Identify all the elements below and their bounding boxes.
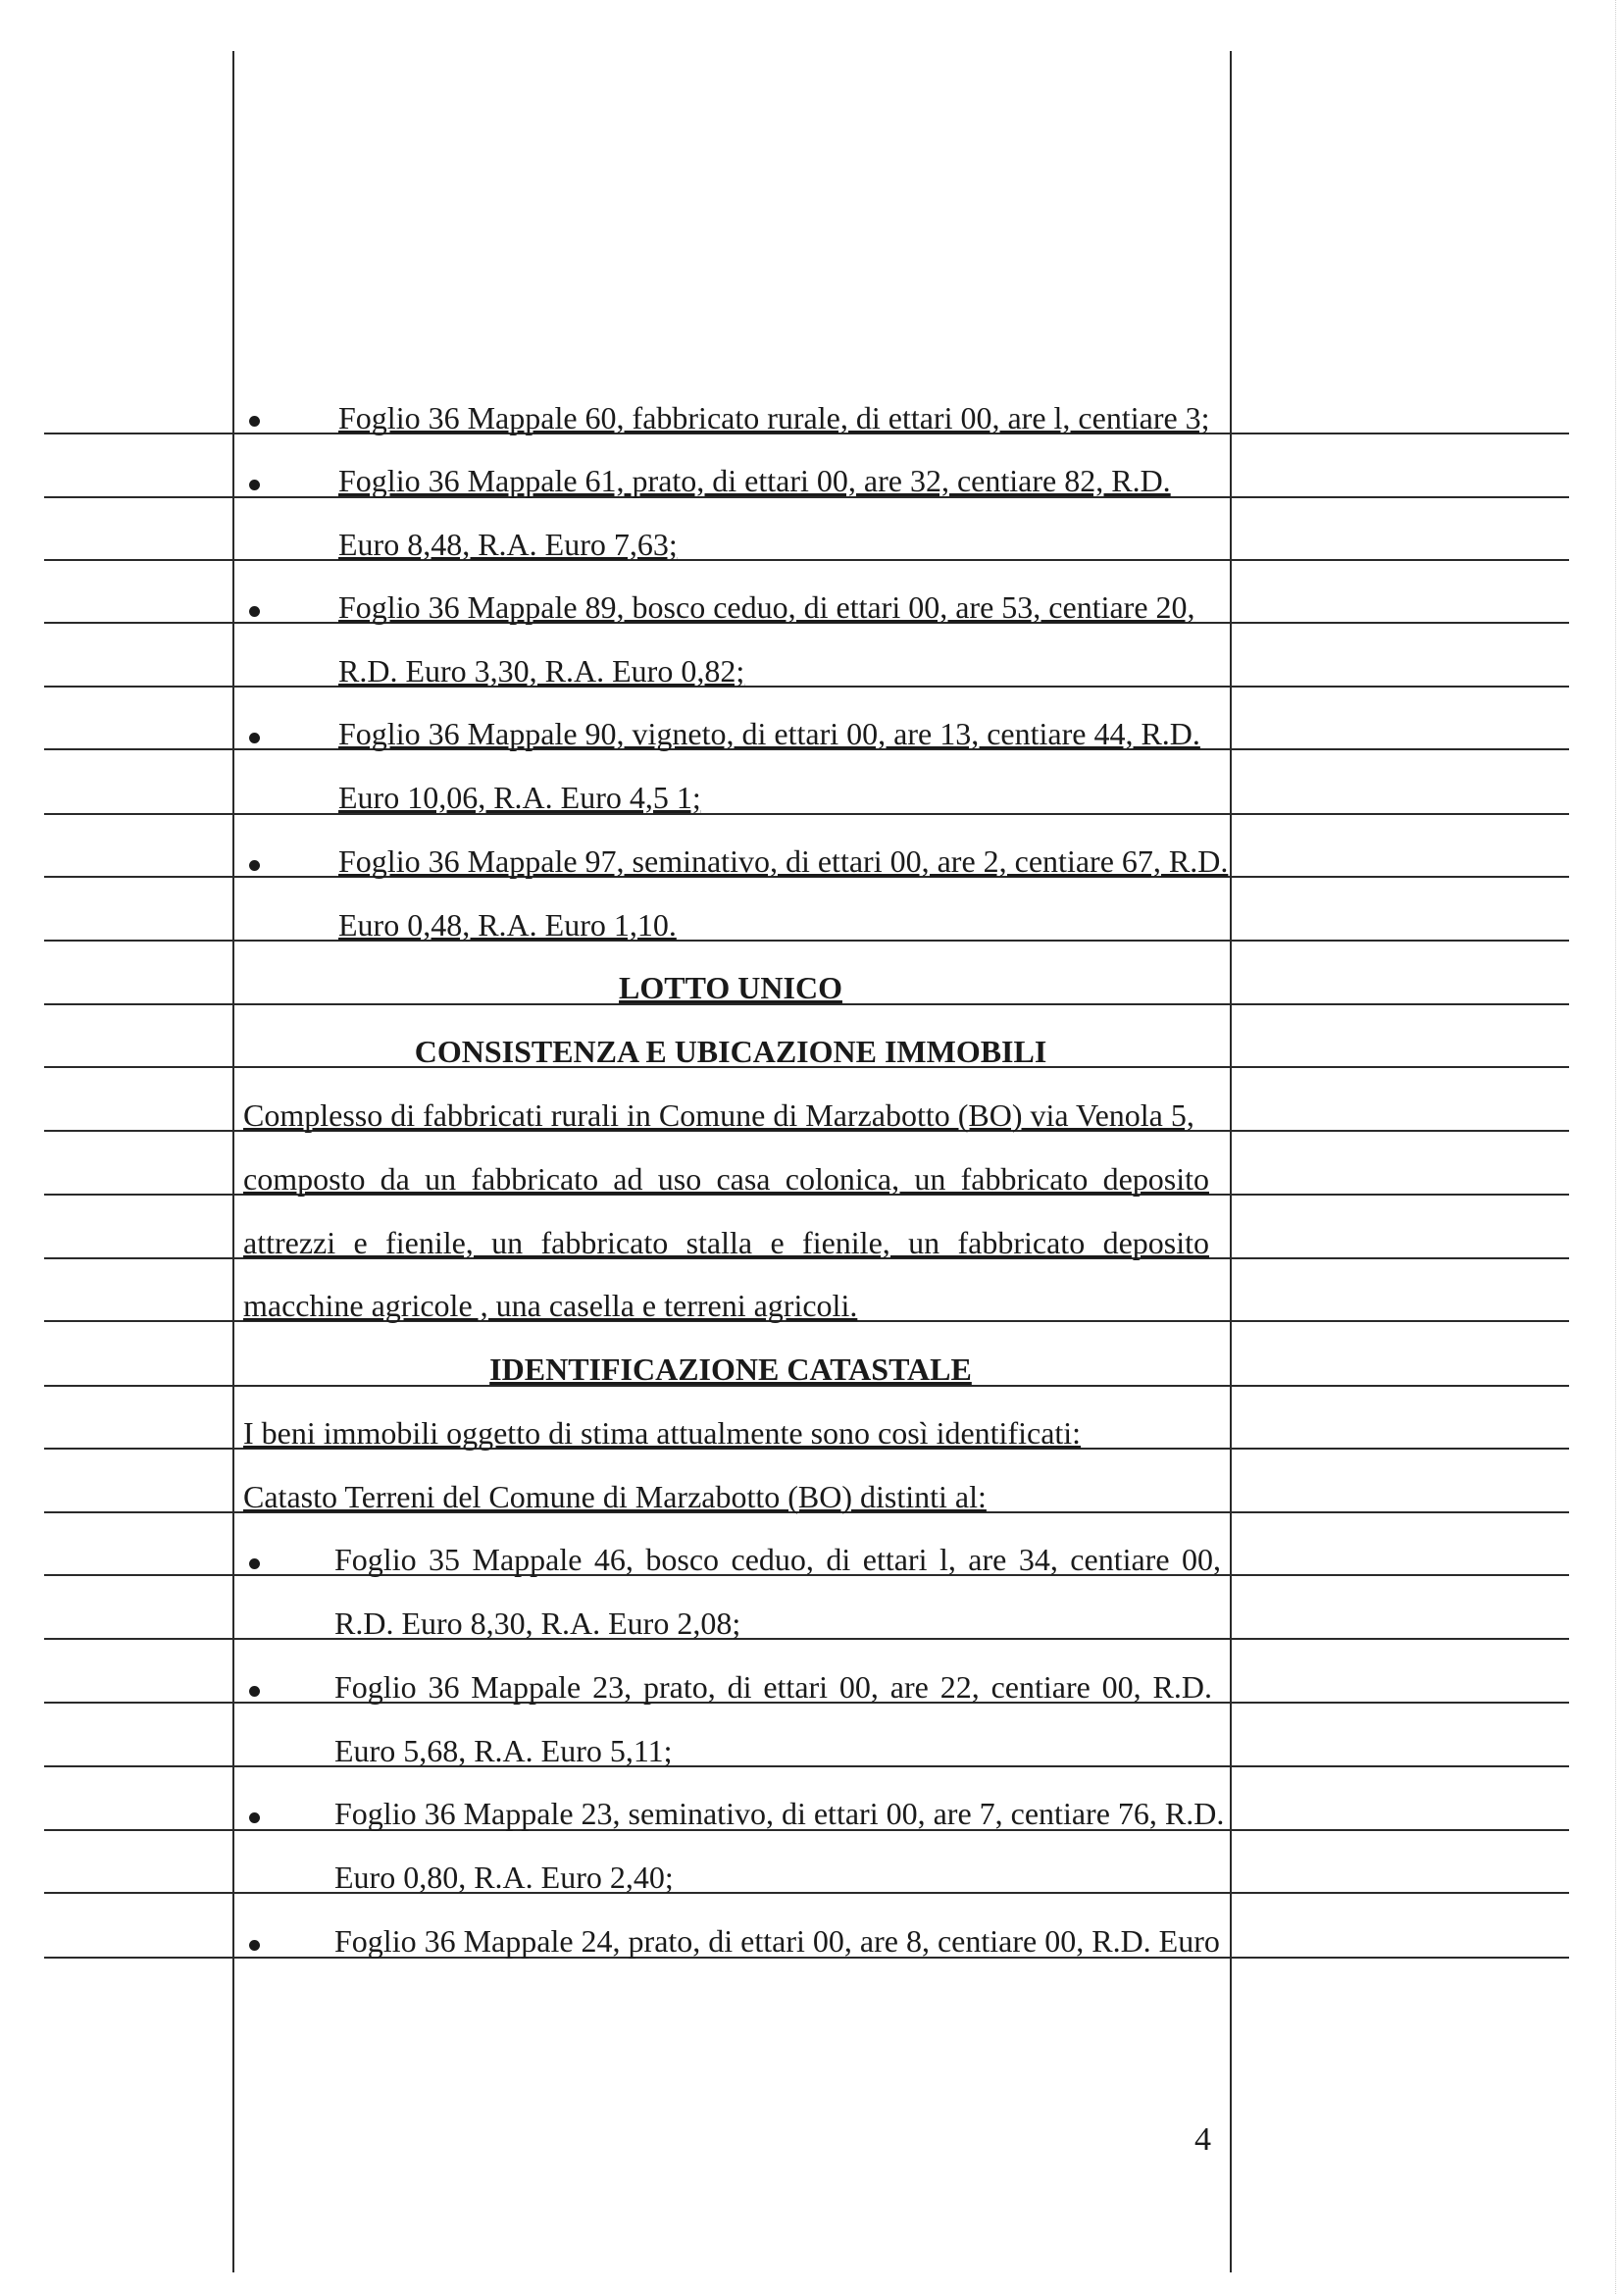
heading-lotto-unico: LOTTO UNICO — [619, 970, 842, 1005]
rule-line — [44, 686, 1569, 688]
list-item-line: Foglio 36 Mappale 24, prato, di ettari 00, are 8, centiare 00, R.D. Euro — [334, 1923, 1220, 1959]
rule-line — [44, 813, 1569, 815]
heading-identificazione: IDENTIFICAZIONE CATASTALE — [489, 1351, 972, 1387]
list-item-line: Foglio 36 Mappale 23, seminativo, di ettari 00, are 7, centiare 76, R.D. — [334, 1796, 1225, 1831]
paragraph-line: composto da un fabbricato ad uso casa colonica, un fabbricato deposito — [243, 1161, 1209, 1197]
list-item-line: Euro 0,48, R.A. Euro 1,10. — [338, 907, 677, 943]
right-margin-rule — [1230, 51, 1232, 2272]
list-item-line: Foglio 36 Mappale 90, vigneto, di ettari 00, are 13, centiare 44, R.D. — [338, 716, 1200, 751]
rule-line — [44, 1638, 1569, 1640]
list-item-line: Euro 0,80, R.A. Euro 2,40; — [334, 1860, 674, 1895]
rule-line — [44, 1765, 1569, 1767]
list-item-line: Foglio 36 Mappale 61, prato, di ettari 00, are 32, centiare 82, R.D. — [338, 463, 1171, 498]
list-item-line: Euro 8,48, R.A. Euro 7,63; — [338, 527, 678, 562]
scan-edge-mark — [1615, 0, 1618, 2294]
list-item-line: Euro 5,68, R.A. Euro 5,11; — [334, 1733, 673, 1768]
left-margin-rule — [232, 51, 234, 2272]
paragraph-line: attrezzi e fienile, un fabbricato stalla e fienile, un fabbricato deposito — [243, 1225, 1209, 1260]
intro-line: I beni immobili oggetto di stima attualmente sono così identificati: — [243, 1415, 1082, 1451]
rule-line — [44, 559, 1569, 561]
bullet-icon — [249, 1558, 260, 1569]
intro-line: Catasto Terreni del Comune di Marzabotto (BO) distinti al: — [243, 1479, 987, 1514]
paragraph-line: Complesso di fabbricati rurali in Comune di Marzabotto (BO) via Venola 5, — [243, 1097, 1194, 1133]
bullet-icon — [249, 1812, 260, 1823]
paragraph-line: macchine agricole , una casella e terreni agricoli. — [243, 1288, 858, 1323]
bullet-icon — [249, 1686, 260, 1697]
list-item-line: Foglio 36 Mappale 23, prato, di ettari 00, are 22, centiare 00, R.D. — [334, 1669, 1212, 1705]
bullet-icon — [249, 416, 260, 427]
bullet-icon — [249, 1940, 260, 1951]
heading-consistenza: CONSISTENZA E UBICAZIONE IMMOBILI — [414, 1034, 1047, 1069]
bullet-icon — [249, 733, 260, 743]
rule-line — [44, 940, 1569, 942]
bullet-icon — [249, 860, 260, 871]
list-item-line: Foglio 36 Mappale 97, seminativo, di ettari 00, are 2, centiare 67, R.D. — [338, 843, 1229, 879]
list-item-line: Foglio 36 Mappale 89, bosco ceduo, di ettari 00, are 53, centiare 20, — [338, 589, 1195, 625]
rule-line — [44, 1892, 1569, 1894]
list-item-line: R.D. Euro 8,30, R.A. Euro 2,08; — [334, 1606, 741, 1641]
bullet-icon — [249, 480, 260, 490]
list-item-line: R.D. Euro 3,30, R.A. Euro 0,82; — [338, 653, 745, 688]
list-item-line: Foglio 36 Mappale 60, fabbricato rurale, di ettari 00, are l, centiare 3; — [338, 400, 1210, 435]
list-item-line: Euro 10,06, R.A. Euro 4,5 1; — [338, 780, 701, 815]
list-item-line: Foglio 35 Mappale 46, bosco ceduo, di ettari l, are 34, centiare 00, — [334, 1542, 1221, 1577]
page-number: 4 — [1194, 2121, 1211, 2158]
bullet-icon — [249, 606, 260, 617]
